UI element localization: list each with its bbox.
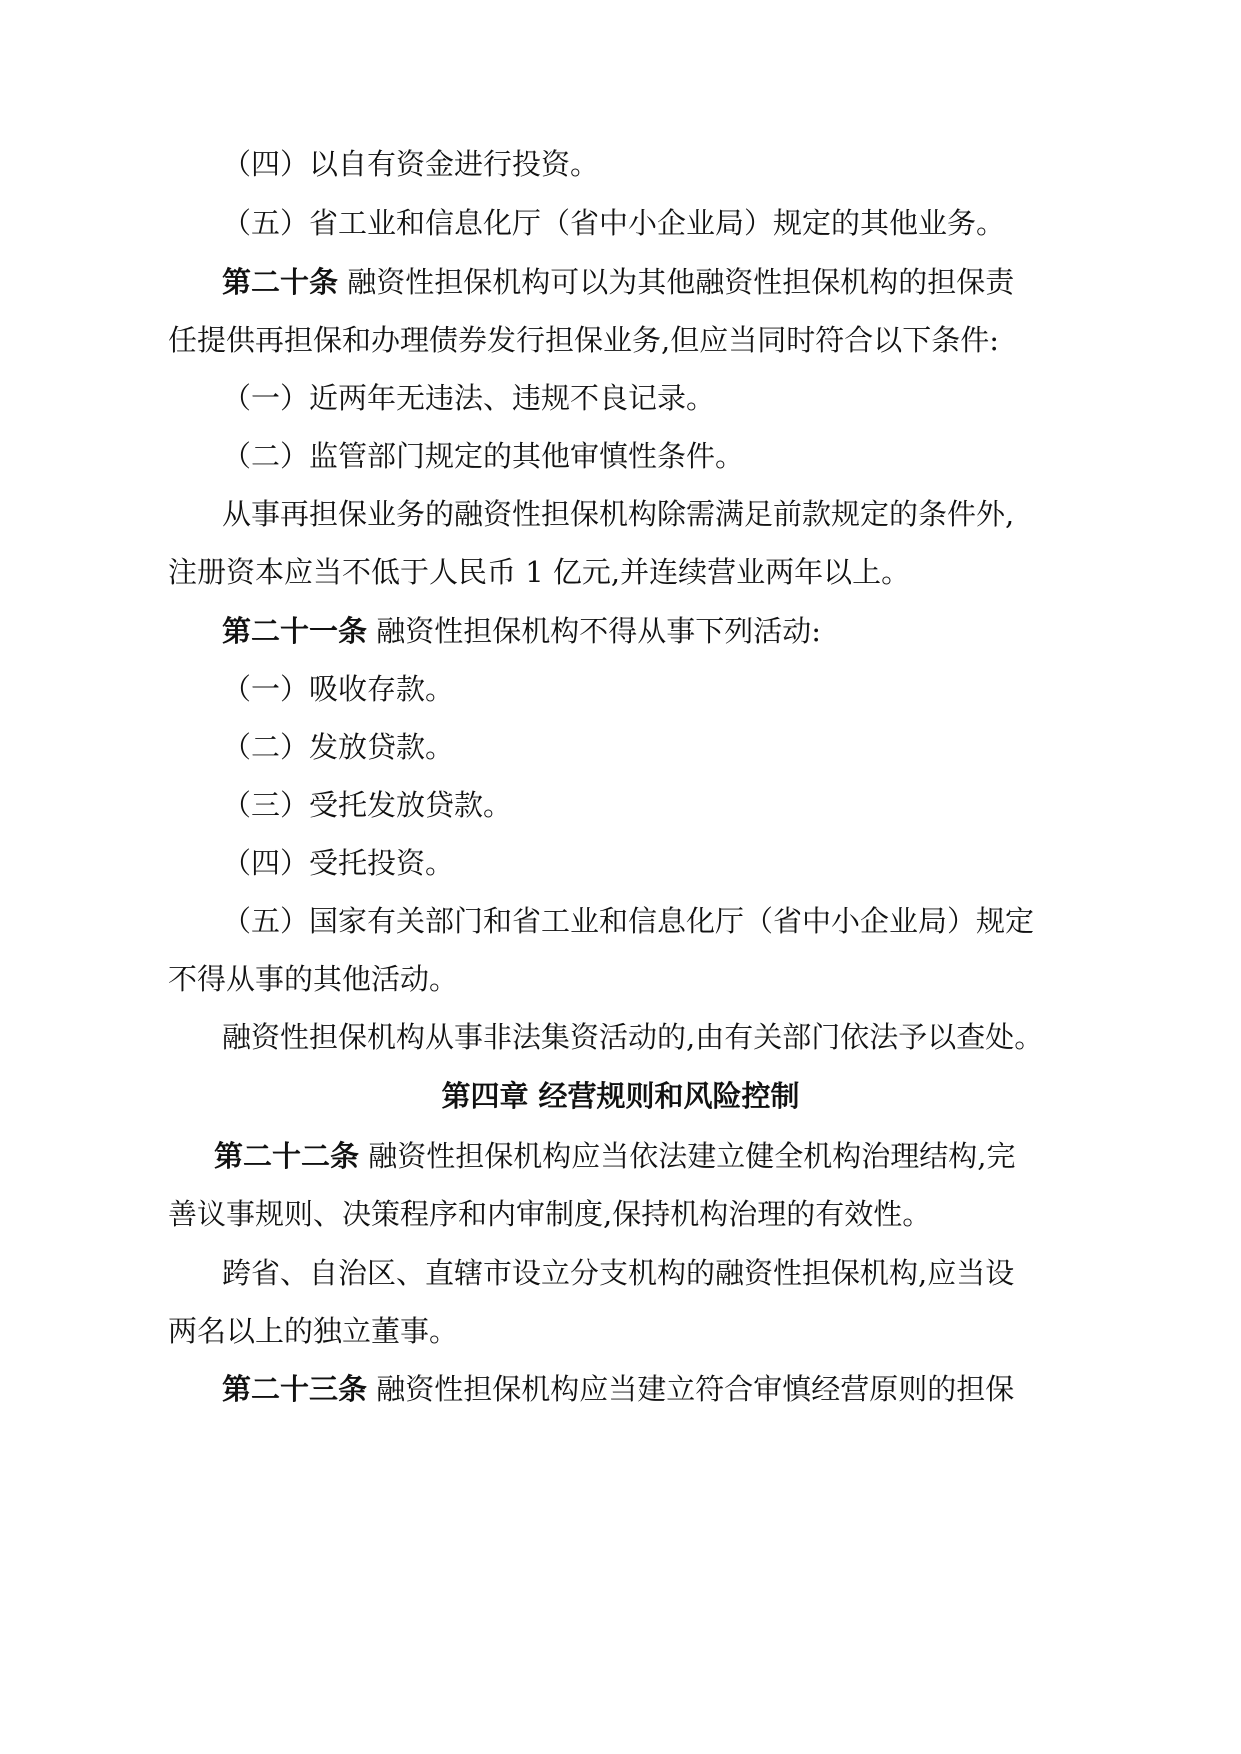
article-21-text: 融资性担保机构不得从事下列活动: — [376, 614, 822, 648]
article-22-line-1 — [214, 1136, 1016, 1176]
article-21-item-3: （三）受托发放贷款。 — [222, 788, 513, 822]
article-22-text-2: 善议事规则、决策程序和内审制度,保持机构治理的有效性。 — [168, 1197, 932, 1231]
article-21-item-5-b: 不得从事的其他活动。 — [168, 962, 459, 996]
article-23-heading: 第二十三条 — [222, 1372, 368, 1406]
article-21-item-2: （二）发放贷款。 — [222, 730, 455, 764]
chapter-heading: 第四章 经营规则和风险控制 — [441, 1079, 800, 1113]
article-20-line-1 — [222, 262, 1015, 302]
article-20-text-2: 任提供再担保和办理债券发行担保业务,但应当同时符合以下条件: — [168, 323, 999, 357]
article-21-item-4: （四）受托投资。 — [222, 846, 455, 880]
article-21-item-5-a: （五）国家有关部门和省工业和信息化厅（省中小企业局）规定 — [222, 904, 1035, 938]
article-22-para-2: 两名以上的独立董事。 — [168, 1314, 459, 1348]
article-23-text: 融资性担保机构应当建立符合审慎经营原则的担保 — [376, 1372, 1015, 1406]
article-22-heading: 第二十二条 — [214, 1139, 360, 1173]
article-21-para: 融资性担保机构从事非法集资活动的,由有关部门依法予以查处。 — [222, 1020, 1044, 1054]
article-21-line — [222, 611, 821, 651]
article-22-para-1: 跨省、自治区、直辖市设立分支机构的融资性担保机构,应当设 — [222, 1256, 1015, 1290]
article-20-text-1: 融资性担保机构可以为其他融资性担保机构的担保责 — [347, 265, 1015, 299]
article-23-line — [222, 1369, 1015, 1409]
article-22-text-1: 融资性担保机构应当依法建立健全机构治理结构,完 — [368, 1139, 1016, 1173]
item-5-other-business: （五）省工业和信息化厅（省中小企业局）规定的其他业务。 — [222, 206, 1006, 240]
article-20-heading: 第二十条 — [222, 265, 339, 299]
article-20-item-1: （一）近两年无违法、违规不良记录。 — [222, 381, 716, 415]
article-20-para-2: 注册资本应当不低于人民币 1 亿元,并连续营业两年以上。 — [168, 555, 911, 589]
article-21-heading: 第二十一条 — [222, 614, 368, 648]
article-20-item-2: （二）监管部门规定的其他审慎性条件。 — [222, 439, 745, 473]
article-20-para-1: 从事再担保业务的融资性担保机构除需满足前款规定的条件外, — [222, 497, 1015, 531]
article-21-item-1: （一）吸收存款。 — [222, 672, 455, 706]
item-4-self-funds: （四）以自有资金进行投资。 — [222, 147, 600, 181]
